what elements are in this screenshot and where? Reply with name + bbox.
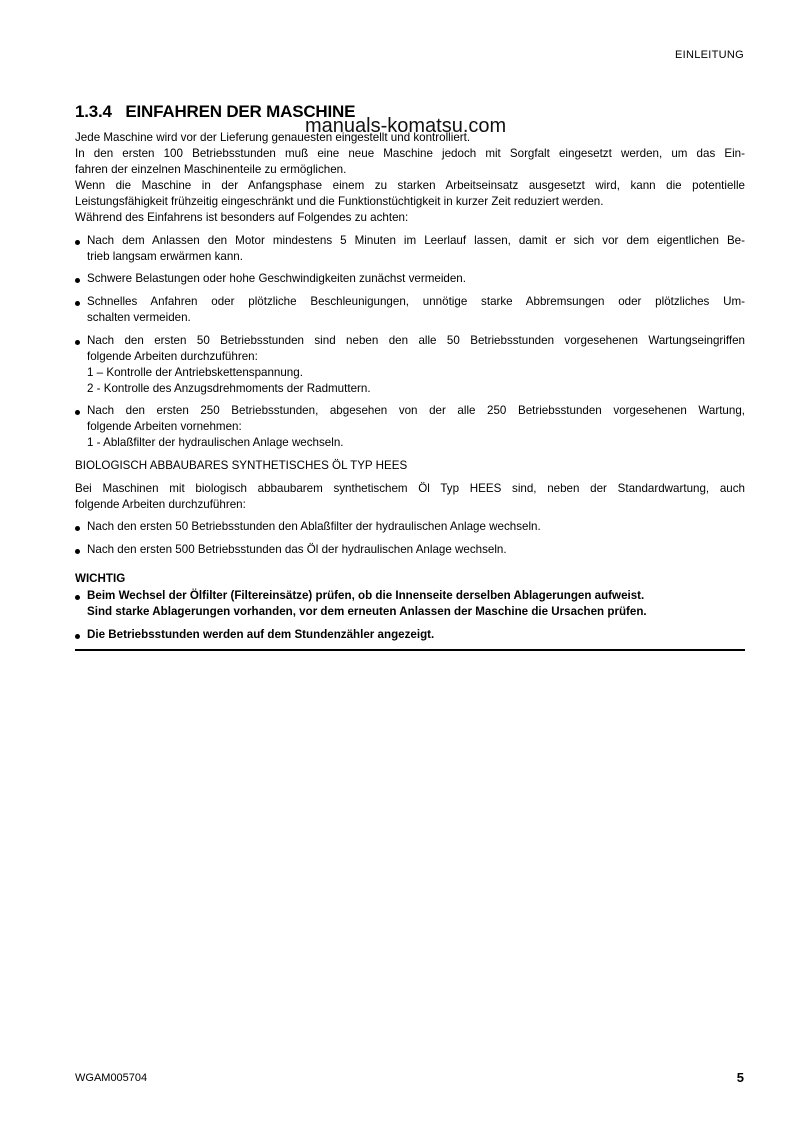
page-number: 5 xyxy=(736,1070,744,1085)
text-line: Beim Wechsel der Ölfilter (Filtereinsätze) prüfen, ob die Innenseite derselben Ablagerungen aufweist. xyxy=(87,589,645,602)
text-line: Nach den ersten 500 Betriebsstunden das Öl der hydraulischen Anlage wechseln. xyxy=(87,543,507,556)
text-line: folgende Arbeiten vornehmen: xyxy=(87,420,242,433)
subheading: BIOLOGISCH ABBAUBARES SYNTHETISCHES ÖL TYP HEES xyxy=(75,459,408,472)
text-line: Schnelles Anfahren oder plötzliche Beschleunigungen, unnötige starke Abbremsungen oder plötzliches Um- xyxy=(87,295,745,308)
bullet-icon xyxy=(75,301,80,306)
bullet-icon xyxy=(75,410,80,415)
text-line: Nach den ersten 50 Betriebsstunden den Ablaßfilter der hydraulischen Anlage wechseln. xyxy=(87,520,541,533)
watermark: manuals-komatsu.com xyxy=(305,115,507,137)
bullet-icon xyxy=(75,634,80,639)
text-line: Jede Maschine wird vor der Lieferung genauesten eingestellt und kontrolliert. xyxy=(75,131,471,144)
section-title: 1.3.4 EINFAHREN DER MASCHINE xyxy=(75,102,356,121)
divider xyxy=(75,649,745,651)
bullet-icon xyxy=(75,340,80,345)
text-line: Die Betriebsstunden werden auf dem Stundenzähler angezeigt. xyxy=(87,628,435,641)
text-line: trieb langsam erwärmen kann. xyxy=(87,250,243,263)
bullet-icon xyxy=(75,526,80,531)
text-line: schalten vermeiden. xyxy=(87,311,191,324)
text-line: Sind starke Ablagerungen vorhanden, vor dem erneuten Anlassen der Maschine die Ursachen prüfen. xyxy=(87,605,647,618)
notice-label: WICHTIG xyxy=(75,572,126,585)
text-line: folgende Arbeiten durchzuführen: xyxy=(87,350,258,363)
bullet-icon xyxy=(75,595,80,600)
text-line: Leistungsfähigkeit frühzeitig eingeschränkt und die Funktionstüchtigkeit in kurzer Zeit reduziert werden. xyxy=(75,195,604,208)
bullet-icon xyxy=(75,278,80,283)
text-line: Schwere Belastungen oder hohe Geschwindigkeiten zunächst vermeiden. xyxy=(87,272,466,285)
text-line: 1 - Ablaßfilter der hydraulischen Anlage wechseln. xyxy=(87,436,344,449)
text-line: fahren der einzelnen Maschinenteile zu ermöglichen. xyxy=(75,163,347,176)
text-line: folgende Arbeiten durchzuführen: xyxy=(75,498,246,511)
document-code: WGAM005704 xyxy=(75,1072,148,1084)
text-line: 1 – Kontrolle der Antriebskettenspannung. xyxy=(87,366,303,379)
text-line: 2 - Kontrolle des Anzugsdrehmoments der Radmuttern. xyxy=(87,382,371,395)
text-line: Nach dem Anlassen den Motor mindestens 5 Minuten im Leerlauf lassen, damit er sich vor dem eigentlichen Be- xyxy=(87,234,745,247)
bullet-icon xyxy=(75,549,80,554)
text-line: Nach den ersten 250 Betriebsstunden, abgesehen von der alle 250 Betriebsstunden vorgesehenen Wartung, xyxy=(87,404,745,417)
text-line: Bei Maschinen mit biologisch abbaubarem synthetischem Öl Typ HEES sind, neben der Standardwartung, auch xyxy=(75,482,745,495)
text-line: Während des Einfahrens ist besonders auf Folgendes zu achten: xyxy=(75,211,409,224)
text-line: Nach den ersten 50 Betriebsstunden sind neben den alle 50 Betriebsstunden vorgesehenen Wartungseingriffen xyxy=(87,334,745,347)
text-line: In den ersten 100 Betriebsstunden muß eine neue Maschine jedoch mit Sorgfalt eingesetzt werden, um das Ein- xyxy=(75,147,745,160)
bullet-icon xyxy=(75,240,80,245)
text-line: Wenn die Maschine in der Anfangsphase einem zu starken Arbeitseinsatz ausgesetzt wird, kann die potentielle xyxy=(75,179,745,192)
running-header: EINLEITUNG xyxy=(674,49,744,61)
